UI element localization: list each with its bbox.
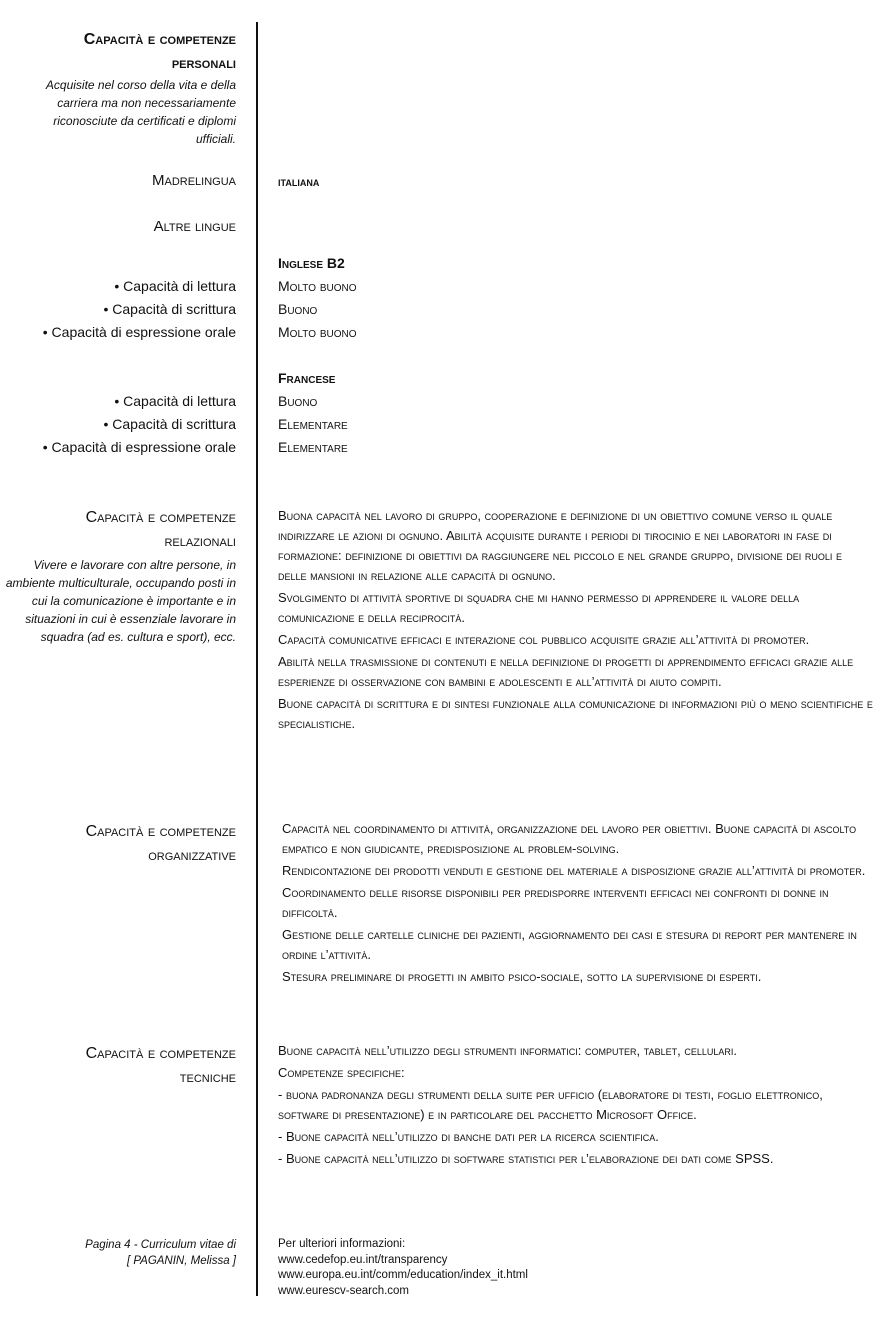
reading-label: • Capacità di lettura	[114, 278, 236, 294]
reading-value: Buono	[278, 393, 318, 409]
cv-owner: [ PAGANIN, Melissa ]	[126, 1255, 236, 1267]
speaking-value: Molto buono	[278, 324, 357, 340]
paragraph: Coordinamento delle risorse disponibili per predisporre interventi efficaci nei confronti di donne in difficoltà.	[282, 885, 829, 920]
writing-label: • Capacità di scrittura	[103, 301, 236, 317]
paragraph: - Buone capacità nell’utilizzo di software statistici per l’elaborazione dei dati come SPSS.	[278, 1151, 774, 1166]
section-title: Capacità e competenze	[85, 1045, 236, 1062]
paragraph: Svolgimento di attività sportive di squadra che mi hanno permesso di apprendere il valore della comunicazione e della reciprocità.	[278, 590, 800, 625]
paragraph: Buone capacità nell’utilizzo degli strumenti informatici: computer, tablet, cellulari.	[278, 1043, 737, 1058]
page-footer-left	[0, 1237, 236, 1269]
section-title: Capacità e competenze	[85, 823, 236, 840]
section-title: tecniche	[179, 1069, 236, 1086]
relational-skills-body	[278, 506, 874, 736]
section-title: personali	[171, 55, 236, 72]
section-title: Capacità e competenze	[83, 31, 236, 48]
paragraph: Gestione delle cartelle cliniche dei pazienti, aggiornamento dei casi e stesura di report per mantenere in ordine l’attività.	[282, 927, 857, 962]
section-note: Acquisite nel corso della vita e della carriera ma non necessariamente riconosciute da certificati e diplomi ufficiali.	[45, 78, 236, 146]
mother-tongue-label: Madrelingua	[151, 172, 236, 189]
section-note: Vivere e lavorare con altre persone, in ambiente multiculturale, occupando posti in cui la comunicazione è importante e in situazioni in cui è essenziale lavorare in squadra (ad es. cultura e sport), ecc.	[5, 558, 236, 644]
paragraph: Abilità nella trasmissione di contenuti e nella definizione di progetti di apprendimento efficaci grazie alle esperienze di osservazione con bambini e adolescenti e all’attività di aiuto compiti.	[278, 654, 854, 689]
footer-link[interactable]: www.eurescv-search.com	[278, 1284, 410, 1297]
organizational-skills-body	[282, 819, 878, 989]
speaking-label: • Capacità di espressione orale	[42, 439, 236, 455]
writing-value: Buono	[278, 301, 318, 317]
section-title: organizzative	[148, 847, 236, 864]
paragraph: Capacità comunicative efficaci e interazione col pubblico acquisite grazie all’attività di promoter.	[278, 632, 810, 647]
paragraph: Competenze specifiche:	[278, 1065, 405, 1080]
paragraph: Capacità nel coordinamento di attività, organizzazione del lavoro per obiettivi. Buone capacità di ascolto empatico e non giudicante, predisposizione al problem-solving.	[282, 821, 857, 856]
page-footer-right	[278, 1237, 874, 1299]
paragraph: Buone capacità di scrittura e di sintesi funzionale alla comunicazione di informazioni più o meno scientifiche e specialistiche.	[278, 696, 873, 731]
section-title: Capacità e competenze	[85, 509, 236, 526]
reading-label: • Capacità di lettura	[114, 393, 236, 409]
section-title: relazionali	[164, 533, 236, 550]
page-number: Pagina 4 - Curriculum vitae di	[85, 1239, 236, 1251]
writing-label: • Capacità di scrittura	[103, 416, 236, 432]
technical-skills-body	[278, 1041, 874, 1171]
paragraph: - Buone capacità nell’utilizzo di banche dati per la ricerca scientifica.	[278, 1129, 659, 1144]
personal-skills-heading	[0, 28, 236, 148]
paragraph: Rendicontazione dei prodotti venduti e gestione del materiale a disposizione grazie all’attività di promoter.	[282, 863, 866, 878]
paragraph: Stesura preliminare di progetti in ambito psico-sociale, sotto la supervisione di esperti.	[282, 969, 762, 984]
info-label: Per ulteriori informazioni:	[278, 1238, 406, 1250]
organizational-skills-heading	[0, 820, 236, 868]
footer-link[interactable]: www.cedefop.eu.int/transparency	[278, 1253, 448, 1266]
speaking-value: Elementare	[278, 439, 348, 455]
mother-tongue-value: italiana	[278, 174, 320, 189]
other-languages-label: Altre lingue	[153, 218, 236, 235]
relational-skills-heading	[0, 506, 236, 646]
writing-value: Elementare	[278, 416, 348, 432]
paragraph: - buona padronanza degli strumenti della suite per ufficio (elaboratore di testi, foglio elettronico, software di presentazione) e in particolare del pacchetto Microsoft Office.	[278, 1087, 823, 1122]
language-name: Inglese B2	[278, 255, 345, 271]
vertical-divider	[256, 22, 258, 1296]
technical-skills-heading	[0, 1042, 236, 1090]
paragraph: Buona capacità nel lavoro di gruppo, cooperazione e definizione di un obiettivo comune verso il quale indirizzare le azioni di ognuno. Abilità acquisite durante i periodi di tirocinio e nei laboratori in fase di formazione: definizione di obiettivi da raggiungere nel piccolo e nel grande gruppo, divisione dei ruoli e delle mansioni in relazione alle capacità di ognuno.	[278, 508, 842, 583]
language-name: Francese	[278, 370, 336, 386]
footer-link[interactable]: www.europa.eu.int/comm/education/index_it.html	[278, 1269, 528, 1281]
reading-value: Molto buono	[278, 278, 357, 294]
speaking-label: • Capacità di espressione orale	[42, 324, 236, 340]
